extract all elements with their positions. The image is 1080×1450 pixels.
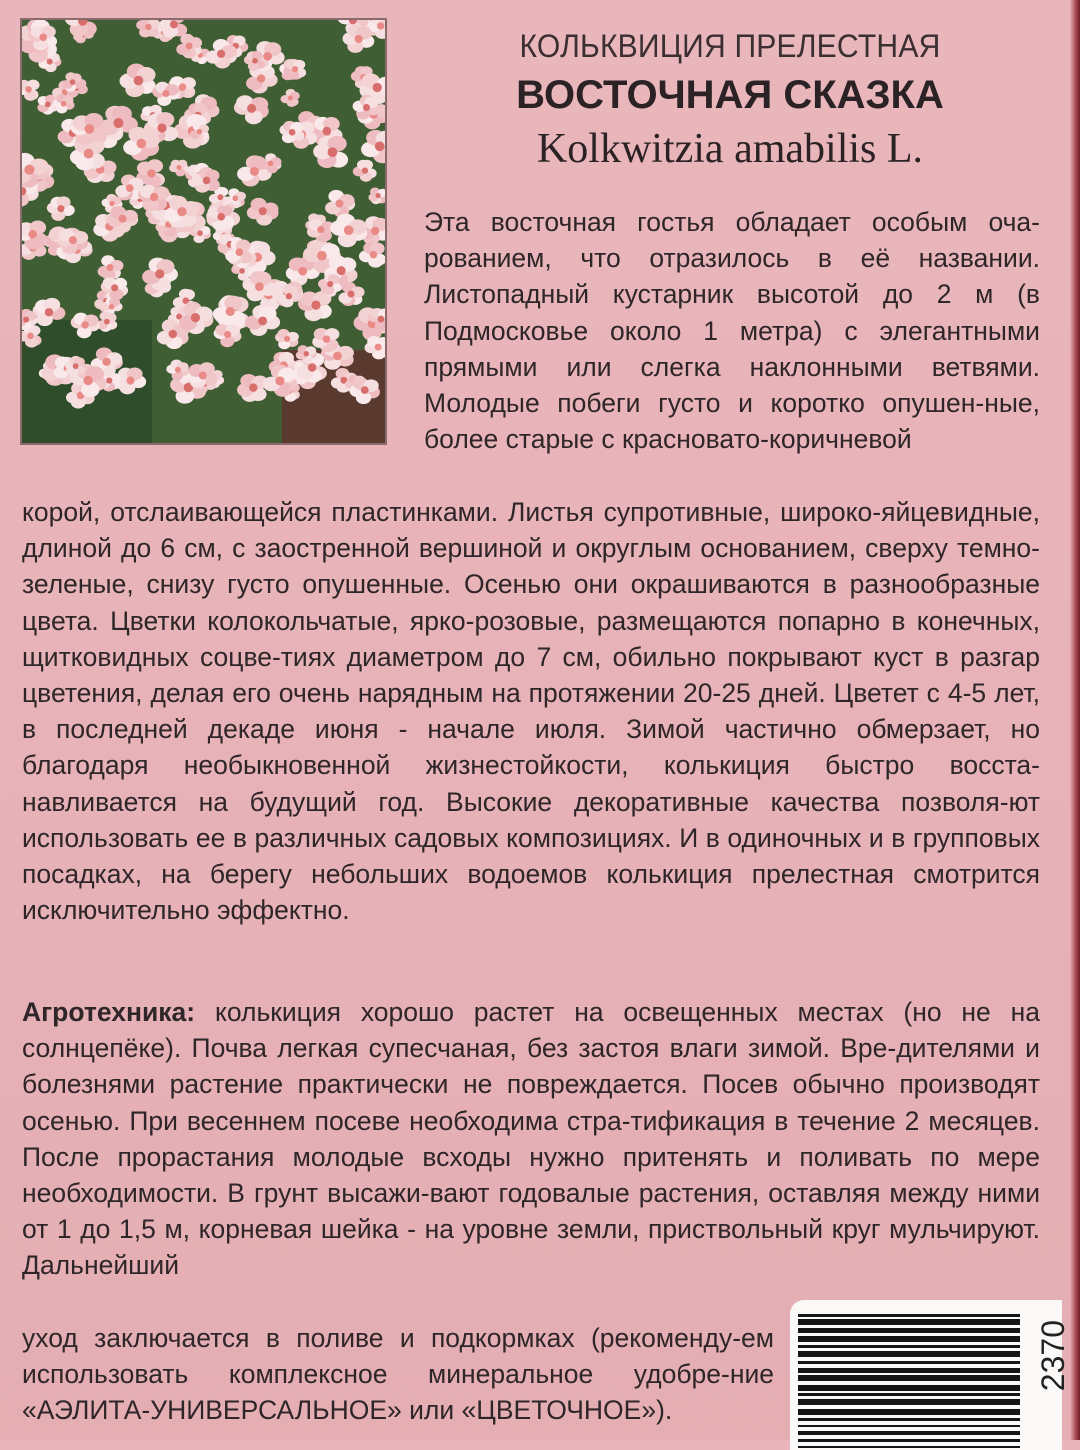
- page-edge: [1070, 0, 1080, 1440]
- agrotechnics-text: колькиция хорошо растет на освещенных местах (но не на солнцепёке). Почва легкая супесчаная, без застоя влаги зимой. Вре-дителями и болезнями растение практически не повреждается. Посев обычно производят осенью. При весеннем посеве необходима стра-тификация в течение 2 месяцев. После прорастания молодые всходы нужно притенять и поливать по мере необходимости. В грунт высажи-вают годовалые растения, оставляя между ними от 1 до 1,5 м, корневая шейка - на уровне земли, приствольный круг мульчируют. Дальнейший: [22, 997, 1040, 1280]
- title-block: [400, 26, 1060, 174]
- barcode-number: 2370: [1035, 1320, 1072, 1391]
- flower-cluster-illustration: [22, 20, 385, 443]
- latin-name: Kolkwitzia amabilis L.: [400, 124, 1060, 174]
- barcode: [790, 1300, 1062, 1450]
- flower-photo: [20, 18, 387, 445]
- agrotechnics-paragraph: [22, 994, 1040, 1284]
- description-top: Эта восточная гостья обладает особым оча-рованием, что отразилось в её названии. Листопадный кустарник высотой до 2 м (в Подмосковье около 1 метра) с элегантными прямыми или слегка наклонными ветвями. Молодые побеги густо и коротко опушен-ные, более старые с красновато-коричневой: [424, 204, 1040, 457]
- agrotechnics-label: Агротехника:: [22, 997, 195, 1027]
- species-title: КОЛЬКВИЦИЯ ПРЕЛЕСТНАЯ: [420, 26, 1040, 66]
- barcode-bars: [790, 1300, 1062, 1450]
- agrotechnics-continued: уход заключается в поливе и подкормках (рекоменду-ем использовать комплексное минеральное удобре-ние «АЭЛИТА-УНИВЕРСАЛЬНОЕ» или «ЦВЕТОЧНОЕ»).: [22, 1320, 774, 1429]
- variety-title: ВОСТОЧНАЯ СКАЗКА: [400, 70, 1060, 120]
- description-main: корой, отслаивающейся пластинками. Листья супротивные, широко-яйцевидные, длиной до 6 см, с заостренной вершиной и округлым основанием, сверху темно-зеленые, снизу густо опушенные. Осенью они окрашиваются в разнообразные цвета. Цветки колокольчатые, ярко-розовые, размещаются попарно в конечных, щитковидных соцве-тиях диаметром до 7 см, обильно покрывают куст в разгар цветения, делая его очень нарядным на протяжении 20-25 дней. Цветет с 4-5 лет, в последней декаде июня - начале июля. Зимой частично обмерзает, но благодаря необыкновенной жизнестойкости, колькиция быстро восста-навливается на будущий год. Высокие декоративные качества позволя-ют использовать ее в различных садовых композициях. И в одиночных и в групповых посадках, на берегу небольших водоемов колькиция прелестная смотрится исключительно эффектно.: [22, 494, 1040, 928]
